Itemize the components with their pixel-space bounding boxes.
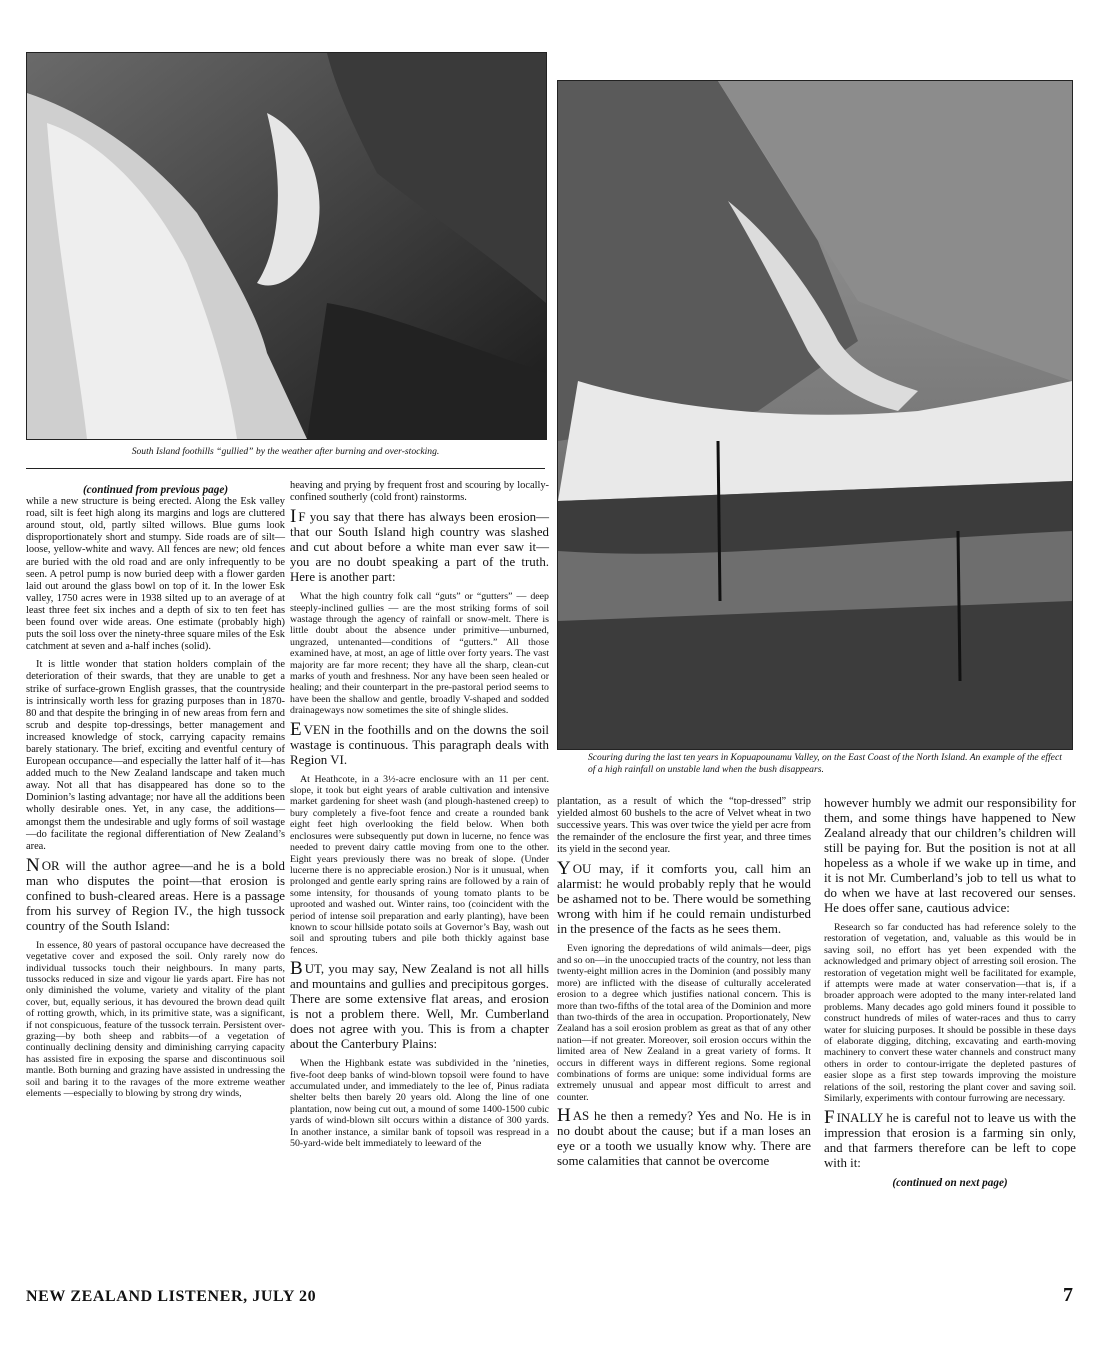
column-3 <box>557 796 811 1169</box>
gully-photo <box>26 52 547 440</box>
col2-lead-1: I F you say that there has always been erosion—that our South Island high country was slashed and cut about before a white man ever saw it—you are no doubt speaking a part of the truth. Here is another part: <box>290 506 549 585</box>
drop-cap-i: I <box>290 506 297 528</box>
col4-lead-1: F INALLY he is careful not to leave us with the impression that erosion is a farming sin only, and that farmers therefore can be left to cope with it: <box>824 1106 1076 1170</box>
col3-lead-2: H AS he then a remedy? Yes and No. He is in no doubt about the cause; but if a man loses an eye or a tooth we usually know why. There are some calamities that cannot be overcome <box>557 1105 811 1169</box>
continued-next-note: (continued on next page) <box>892 1176 1008 1189</box>
col1-quote: In essence, 80 years of pastoral occupance have decreased the vegetative cover and exposed the soil. Only rarely now do individual tussocks touch their neighbours. In many parts, tussocks reduced in size and vigour lie yards apart. Fire has not only diminished the volume, variety and vitality of the plant cover, but, equally serious, it has devoured the brown dead quilt of rotting growth, which, in its primitive state, was a significant, if not conspicuous, feature of the tussock terrain. Persistent over-grazing—by both sheep and rabbits—of a vegetation of continually declining density and diminishing carrying capacity has assisted fire in exposing the sparse and discontinuous soil mantle. Both burning and grazing have assisted in undressing the soil and baring it to the ravages of the more extreme weather elements —especially to blowing by strong dry winds, <box>26 939 285 1100</box>
continued-from-note: (continued from previous page) <box>82 484 229 496</box>
drop-cap-y: Y <box>557 858 571 880</box>
col4-quote-1: Research so far conducted has had reference solely to the restoration of vegetation, and, valuable as this would be in saving soil, no effort has yet been expended with the acknowledged and primary object of arresting soil erosion. The restoration of vegetation might well be facilitated for example, if attempts were made at water conservation—that is, if a broader approach were adopted to the many inter-related land problems. Many decades ago gold miners found it possible to construct hundreds of miles of water-races and thus to carry water for sluicing purposes. It should be possible in these days of elaborate digging, ditching, excavating and earth-moving machinery to convert these water channels and construct many others in order to contour-irrigate the depleted pastures of easier slope as a first step towards improving the moisture relations of the soil, restoring the plant cover and saving soil. Similarly, experiments with contour furrowing are necessary. <box>824 922 1076 1105</box>
col1-lead: N OR will the author agree—and he is a bold man who disputes the point—that erosion is confined to bush-cleared areas. Here is a passage from his survey of Region IV., the high tussock country of the South Island: <box>26 854 285 933</box>
col1-para-1: while a new structure is being erected. Along the Esk valley road, silt is feet high along its margins and logs are cluttered around stout, old, partly silted willows. Blue gums look disproportionately short and stumpy. Side roads are of silt—loose, yellow-white and wavy. All fences are new; old fences are buried with the old road and are only infrequently to be seen. A petrol pump is now buried deep with a flower garden laid out around the glass bowl on top of it. In the lower Esk valley, 1750 acres were in 1938 silted up to an average of at least three feet six inches and a depth of six to ten feet has been found over wide areas. One estimate (probably high) puts the soil loss over the ninety-three square miles of the Esk catchment at seven and a-half inches (solid). <box>26 496 285 653</box>
page-number: 7 <box>1063 1284 1073 1306</box>
col2-lead-2: E VEN in the foothills and on the downs the soil wastage is continuous. This paragraph deals with Region VI. <box>290 718 549 767</box>
drop-cap-b: B <box>290 958 303 980</box>
drop-cap-e: E <box>290 718 302 740</box>
drop-cap-f: F <box>824 1106 835 1128</box>
header-rule <box>26 468 545 469</box>
col1-para-2: It is little wonder that station holders complain of the deterioration of their swards, that they are unable to get a strike of surface-grown English grasses, that the countryside is intrinsically worth less for grazing purposes than in 1870-80 and that despite the bringing in of new areas from fern and scrub and despite top-dressings, better management and increased knowledge of stock, carrying capacity remains barely stationary. The brief, exciting and eventful century of European occupance—and especially the latter half of it—has added much to the New Zealand landscape and taken much away. Not all that has disappeared has done so to the Dominion’s lasting advantage; nor have all the additions been wholly desirable ones. Yet, in any case, the additions—amongst them the undesirable and ugly forms of soil wastage—do facilitate the regional differentiation of New Zealand’s area. <box>26 659 285 852</box>
column-4 <box>824 796 1076 1189</box>
gully-photo-caption: South Island foothills “gullied” by the weather after burning and over-stocking. <box>131 446 440 457</box>
publication-footer: NEW ZEALAND LISTENER, JULY 20 <box>26 1288 317 1305</box>
valley-photo <box>557 80 1073 750</box>
col2-quote-2: At Heathcote, in a 3½-acre enclosure with an 11 per cent. slope, it took but eight years of arable cultivation and intensive market gardening for sheet wash (and plough-hastened creep) to bury completely a five-foot fence and create a rounded bank eight feet high overlooking the field below. When both enclosures were subsequently put down in lucerne, no fence was needed to prevent dairy cattle moving from one to the other. Eight years previously there was no break of slope. (Under lucerne there is no appreciable erosion.) Nor is it unusual, when prolonged and gentle early spring rains are followed by a rain of some intensity, for thousands of young tomato plants to be uprooted and washed out. Winter rains, too (coincident with the period of intense soil preparation and early planting), have been known to scour hillside potato soils at Governor’s Bay, wash out soil and sprouting tubers and pile both thickly against base fences. <box>290 773 549 956</box>
col3-para-0: plantation, as a result of which the “top-dressed” strip yielded almost 60 bushels to the acre of Velvet wheat in two successive years. This was over twice the yield per acre from the remainder of the enclosure the first year, and three times its yield in the second year. <box>557 796 811 856</box>
drop-cap-n: N <box>26 854 40 876</box>
valley-photo-caption: Scouring during the last ten years in Kopuapounamu Valley, on the East Coast of the North Island. An example of the effect of a high rainfall on unstable land when the bush disappears. <box>588 752 1062 775</box>
column-1 <box>26 484 285 1100</box>
column-2 <box>290 480 549 1149</box>
col3-quote-1: Even ignoring the depredations of wild animals—deer, pigs and so on—in the unoccupied tracts of the country, not less than twenty-eight million acres in the Dominion (and possibly many more) are inflicted with the disease of culturally accelerated erosion to a degree which justifies national concern. This is more than two-fifths of the total area of the Dominion and more than two-thirds of the area in occupation. Proportionately, New Zealand has a soil erosion problem as great as that of any other nation—if not greater. Moreover, soil erosion occurs within the limited area of New Zealand in a great variety of forms. It occurs in different ways in different regions. Some regional combinations of forms are unique: some individual forms are extremely unusual and appear most difficult to arrest and counter. <box>557 943 811 1103</box>
col4-para-0: however humbly we admit our responsibility for them, and some things have happened to New Zealand already that our children’s children will still be paying for. But the position is not at all hopeless as a whole if we wake up in time, and it is not Mr. Cumberland’s job to tell us what to do when we have at last recovered our senses. He does offer sane, cautious advice: <box>824 796 1076 915</box>
col2-quote-3: When the Highbank estate was subdivided in the ’nineties, five-foot deep banks of wind-blown topsoil were found to have accumulated under, and immediately to the lee of, Pinus radiata shelter belts then barely 20 years old. Along the line of one plantation, now being cut out, a mound of some 1400-1500 cubic yards of wind-blown silt occurs within a distance of 300 yards. In another instance, a similar bank of topsoil was respread in a 50-yard-wide belt immediately to leeward of the <box>290 1058 549 1149</box>
col2-lead-3: B UT, you may say, New Zealand is not all hills and mountains and gullies and precipitous gorges. There are some extensive flat areas, and erosion is not a problem there. Well, Mr. Cumberland does not agree with you. This is from a chapter about the Canterbury Plains: <box>290 958 549 1052</box>
col3-lead-1: Y OU may, if it comforts you, call him an alarmist: he would probably reply that he would be ashamed not to be. There would be something wrong with him if he could remain undisturbed in the presence of the facts as he sees them. <box>557 858 811 937</box>
col2-quote-1: What the high country folk call “guts” or “gutters” — deep steeply-inclined gullies — are the most striking forms of soil wastage through the agency of rainfall or snow-melt. There is little doubt about the absence under primitive—unburned, ungrazed, untenanted—conditions of “gutters.” All those examined have, at most, an age of little over forty years. The vast majority are far more recent; they have all the sharp, clean-cut marks of youth and freshness. Nor any have been seen healed or healing; and their counterpart in the pre-pastoral period seems to have been the shallow and gentle, broadly V-shaped and sodded drainageways now sometimes the site of shingle slides. <box>290 591 549 717</box>
drop-cap-h: H <box>557 1105 571 1127</box>
col2-para-0: heaving and prying by frequent frost and scouring by locally-confined southerly (cold front) rainstorms. <box>290 480 549 504</box>
